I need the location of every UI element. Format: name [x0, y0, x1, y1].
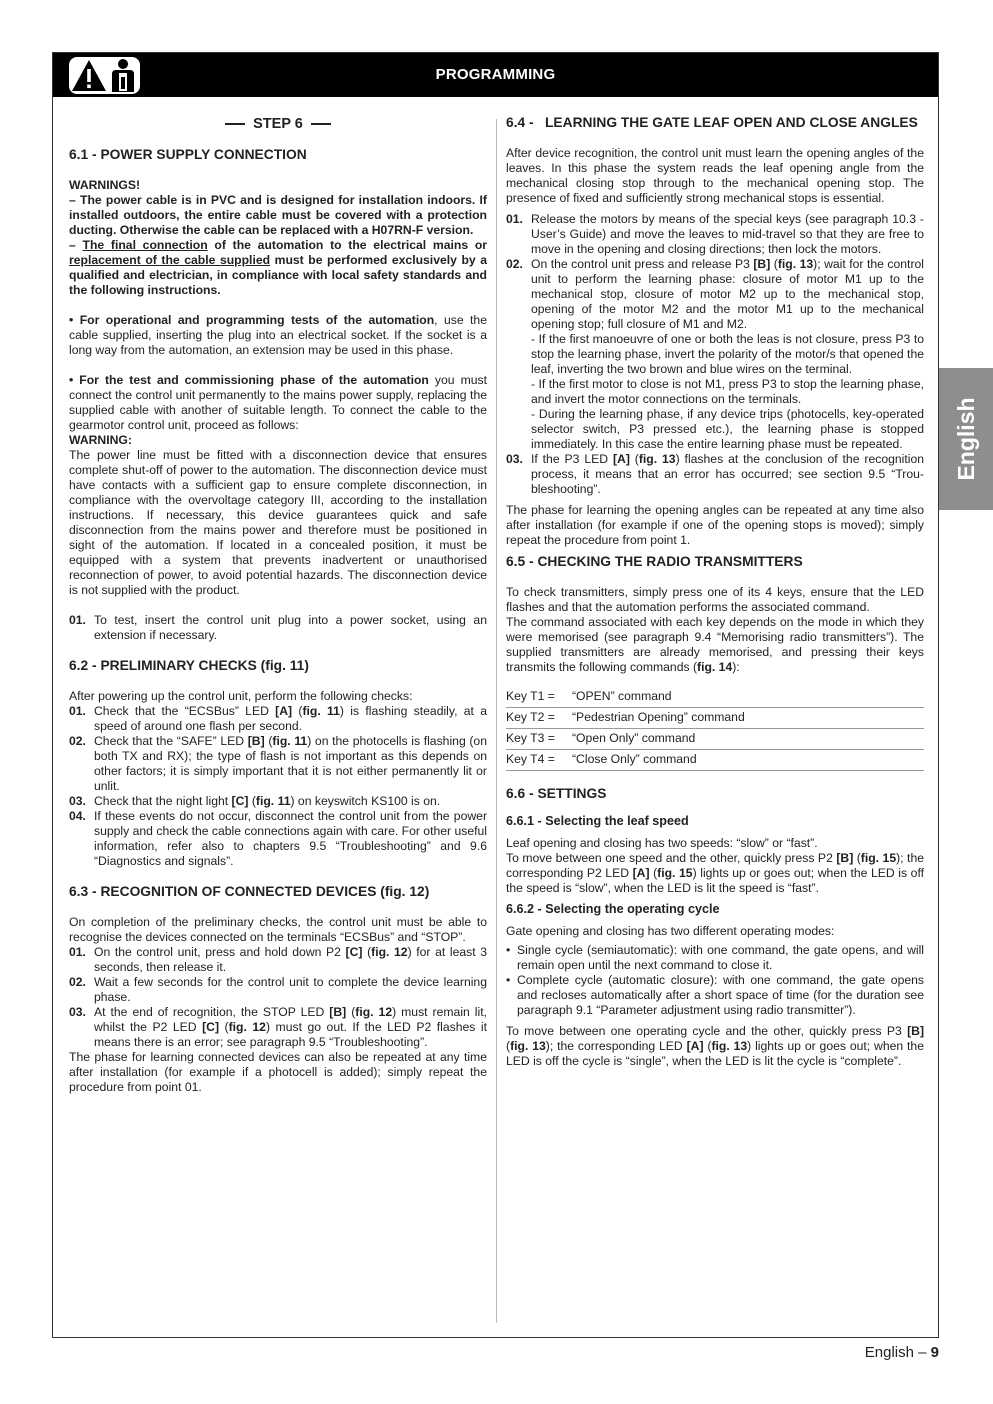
page-header-title: PROGRAMMING: [435, 66, 556, 83]
warning-1: – The power cable is in PVC and is designed for installation indoors. If installed outdoors, the entire cable must be covered with a protection ducting. Otherwise the cable can be replaced with a H07RN-F version.: [69, 193, 487, 237]
section-6-4-intro: After device recognition, the control unit must learn the opening angles of the leaves. In this phase the system reads the leaf opening angle from the mechanical closing stop through to the mechanical opening stop. The presence of fixed and sufficiently strong mechanical stops is essential.: [506, 146, 924, 205]
list-item: 02. On the control unit press and release P3 [B] (fig. 13); wait for the control unit to perform the learning phase: closure of motor M1 up to the mechanical stop, closure of motor M2 up to the mechanical stop, opening of the motor M2 and the motor M1 up to the mechanical opening stop; full closure of M1 and M2. - If the first manoeuvre of one or both the leas is not closure, press P3 to stop the learning phase, invert the polarity of the motor/s that opened the leaf, inverting the two brown and blue wires on the terminal. - If the first motor to close is not M1, press P3 to stop the learning phase, and invert the motor connections on the terminals. - During the learning phase, if any device trips (photocells, key-operated selector switch, P3 pressed etc.), the learning phase is stopped immediately. In this case the entire learning phase must be repeated.: [506, 257, 924, 451]
footer-language: English –: [864, 1344, 931, 1361]
section-6-2-intro: After powering up the control unit, perform the following checks:: [69, 689, 413, 703]
language-side-tab-label: English: [953, 397, 979, 481]
list-subparagraph: - If the first manoeuvre of one or both the leas is not closure, press P3 to stop the learning phase, invert the polarity of the motor/s that opened the leaf, inverting the two brown and blue wires on the terminal.: [531, 332, 924, 376]
section-6-1-title: 6.1 - POWER SUPPLY CONNECTION: [69, 147, 307, 162]
list-item: 01. To test, insert the control unit plug into a power socket, using an extension if necessary.: [69, 613, 487, 642]
warning-2: – The final connection of the automation to the electrical mains or replacement of the cable supplied must be performed exclusively by a qualified and electrician, in compliance with local safety standards and the following instructions.: [69, 238, 488, 297]
section-6-4-list: [506, 212, 924, 497]
section-6-5-title: 6.5 - CHECKING THE RADIO TRANSMITTERS: [506, 554, 803, 569]
section-6-6-2-para-2: To move between one operating cycle and the other, quickly press P3 [B] (fig. 13); the corresponding LED [A] (fig. 13) lights up or goes out; when the LED is off the cycle is “single”, when the LED is lit the cycle is “complete”.: [506, 1024, 924, 1068]
section-6-6-1-para-1: Leaf opening and closing has two speeds: “slow” or “fast”.: [506, 836, 818, 850]
language-side-tab: [939, 368, 993, 510]
table-row: Key T4 = “Close Only” command: [506, 750, 924, 771]
list-item: 02. Check that the “SAFE” LED [B] (fig. 11) on the photocells is flashing (on both TX and RX); the type of flash is not important as this depends on other factors; it is simply important that it is not either permanently lit or unlit.: [69, 734, 487, 793]
section-6-6-2-para-1: Gate opening and closing has two different operating modes:: [506, 924, 835, 938]
transmitter-keys-table: [506, 687, 924, 771]
warning-label: WARNING:: [69, 433, 132, 447]
list-subparagraph: - During the learning phase, if any device trips (photocells, key-operated selector switch, P3 pressed etc.), the learning phase is stopped immediately. In this case the entire learning phase must be repeated.: [531, 407, 924, 451]
warning-paragraph: The power line must be fitted with a disconnection device that ensures complete shut-off of power to the automation. The disconnection device must have contacts with a sufficient gap to ensure complete disconnection, in compliance with the overvoltage category III, according to the installation instructions. If necessary, this device guarantees quick and safe disconnection from the mains power and therefore must be positioned in sight of the automation. If located in a concealed position, it must be equipped with a system that prevents inadvertent or unauthorised reconnection of power, to avoid potential hazards. The disconnection device is not supplied with the product.: [69, 448, 487, 597]
table-row: Key T1 = “OPEN” command: [506, 687, 924, 708]
step-heading: [69, 117, 487, 132]
list-item: 01. Release the motors by means of the special keys (see paragraph 10.3 - User’s Guide) and move the leaves to mid-travel so that they are free to move in the opening and closing directions; then lock the motors.: [506, 212, 924, 256]
warnings-label: WARNINGS!: [69, 178, 141, 192]
list-item: 01. On the control unit, press and hold down P2 [C] (fig. 12) for at least 3 seconds, then release it.: [69, 945, 488, 974]
right-column: [506, 115, 924, 1069]
section-6-6-2-title: 6.6.2 - Selecting the operating cycle: [506, 902, 720, 916]
operational-tests-paragraph: • For operational and programming tests of the automation, use the cable supplied, inserting the plug into an electrical socket. If the socket is a long way from the automation, an extension may be used in this phase.: [69, 313, 487, 357]
section-6-3-intro: On completion of the preliminary checks, the control unit must be able to recognise the devices connected on the terminals “ECSBus” and “STOP”.: [69, 915, 487, 944]
page-footer: [865, 1344, 939, 1361]
header-bar: [53, 53, 938, 97]
section-6-2-title: 6.2 - PRELIMINARY CHECKS (fig. 11): [69, 658, 309, 673]
page-number: 9: [930, 1344, 939, 1361]
list-item: 02. Wait a few seconds for the control unit to complete the device learning phase.: [69, 975, 487, 1004]
step-dash-left: [225, 123, 245, 125]
section-6-3-title: 6.3 - RECOGNITION OF CONNECTED DEVICES (fig. 12): [69, 884, 430, 899]
list-item: 01. Check that the “ECSBus” LED [A] (fig. 11) is flashing steadily, at a speed of around one flash per second.: [69, 704, 487, 733]
bullet-item: • Complete cycle (automatic closure): with one command, the gate opens and recloses automatically after a short space of time (for the duration see paragraph 9.1 “Parameter adjustment using radio transmitter”).: [506, 973, 924, 1017]
section-6-2-list: [69, 704, 487, 869]
section-6-5-para-1: To check transmitters, simply press one of its 4 keys, ensure that the LED flashes and that the automation performs the associated command.: [506, 585, 924, 614]
commissioning-paragraph: • For the test and commissioning phase of the automation you must connect the control unit permanently to the mains power supply, replacing the supplied cable with another of suitable length. To connect the cable to the gearmotor control unit, proceed as follows:: [69, 373, 487, 432]
section-6-6-title: 6.6 - SETTINGS: [506, 786, 607, 801]
table-row: Key T2 = “Pedestrian Opening” command: [506, 708, 924, 729]
list-item: 03. At the end of recognition, the STOP LED [B] (fig. 12) must remain lit, whilst the P2 LED [C] (fig. 12) must go out. If the LED P2 flashes it means there is an error; see paragraph 9.5 “Troubleshooting”.: [69, 1005, 488, 1049]
page-frame: [52, 52, 939, 1338]
section-6-3-outro: The phase for learning connected devices can also be repeated at any time after installation (for example if a photocell is added); simply repeat the procedure from point 01.: [69, 1050, 487, 1094]
column-divider: [496, 119, 497, 1323]
left-column: [69, 115, 487, 1095]
list-item: 04. If these events do not occur, disconnect the control unit from the power supply and check the cable connections again with care. For other useful information, refer also to chapters 9.5 “Troubleshooting” and 9.6 “Diagnostics and signals”.: [69, 809, 487, 868]
section-6-5-para-2: The command associated with each key depends on the mode in which they were memorised (see paragraph 9.4 “Memorising radio transmitters”). The supplied transmitters are already memorised, and pressing their keys transmits the following commands (fig. 14):: [506, 615, 924, 674]
step-dash-right: [311, 123, 331, 125]
section-6-4-outro: The phase for learning the opening angles can be repeated at any time also after installation (for example if one of the opening stops is moved); simply repeat the procedure from point 1.: [506, 503, 924, 547]
section-6-6-1-para-2: To move between one speed and the other, quickly press P2 [B] (fig. 15); the corresponding P2 LED [A] (fig. 15) lights up or goes out; when the LED is off the speed is “slow”, when the LED is lit the speed is “fast”.: [506, 851, 924, 895]
list-subparagraph: - If the first motor to close is not M1, press P3 to stop the learning phase, and invert the motor connections on the terminals.: [531, 377, 924, 406]
list-item: 03. If the P3 LED [A] (fig. 13) flashes at the conclusion of the recognition process, it means that an error has occurred; see section 9.5 “Troubleshooting”.: [506, 452, 925, 496]
section-6-4-title: 6.4 - LEARNING THE GATE LEAF OPEN AND CLOSE ANGLES: [506, 115, 918, 130]
table-row: Key T3 = “Open Only” command: [506, 729, 924, 750]
section-6-6-1-title: 6.6.1 - Selecting the leaf speed: [506, 814, 689, 828]
step-label: STEP 6: [253, 116, 303, 132]
section-6-1-list: [69, 613, 487, 643]
list-item: 03. Check that the night light [C] (fig. 11) on keyswitch KS100 is on.: [69, 794, 441, 808]
section-6-3-list: [69, 945, 487, 1050]
bullet-item: • Single cycle (semiautomatic): with one command, the gate opens, and will remain open until the next command to close it.: [506, 943, 924, 972]
